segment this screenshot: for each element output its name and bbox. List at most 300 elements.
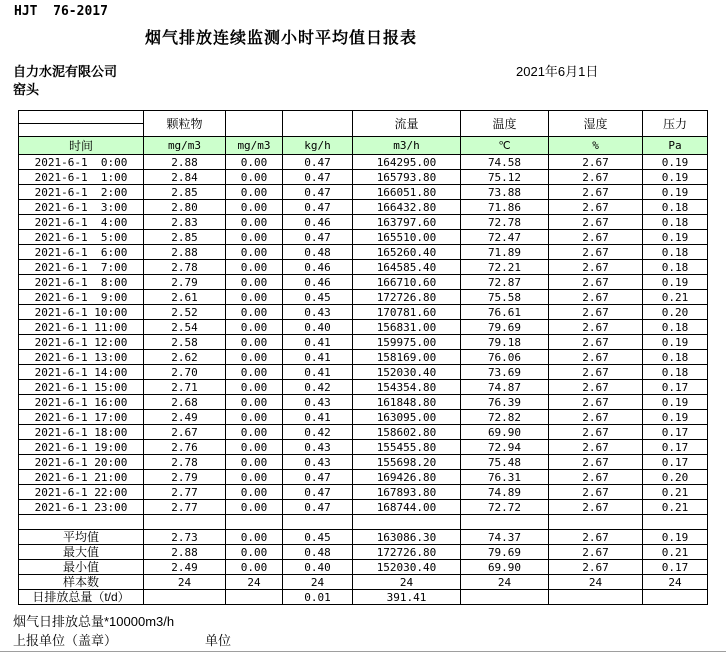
header-particulate: 颗粒物	[144, 111, 226, 137]
value-cell: 0.00	[226, 335, 283, 350]
summary-value-cell: 2.88	[144, 545, 226, 560]
value-cell: 0.20	[643, 305, 708, 320]
report-unit-label: 上报单位（盖章）	[13, 633, 118, 648]
value-cell: 0.47	[283, 470, 353, 485]
value-cell: 163095.00	[353, 410, 461, 425]
value-cell: 0.43	[283, 440, 353, 455]
value-cell: 158602.80	[353, 425, 461, 440]
value-cell: 0.43	[283, 455, 353, 470]
value-cell: 0.46	[283, 275, 353, 290]
summary-value-cell: 0.00	[226, 560, 283, 575]
empty-cell	[643, 515, 708, 530]
table-row	[19, 335, 708, 350]
value-cell: 73.88	[461, 185, 549, 200]
value-cell: 164585.40	[353, 260, 461, 275]
time-cell: 2021-6-1 4:00	[19, 215, 144, 230]
value-cell: 0.47	[283, 230, 353, 245]
summary-value-cell: 0.19	[643, 530, 708, 545]
station-name: 窑头	[13, 82, 40, 97]
value-cell: 0.46	[283, 260, 353, 275]
time-cell: 2021-6-1 1:00	[19, 170, 144, 185]
summary-label: 平均值	[19, 530, 144, 545]
value-cell: 2.70	[144, 365, 226, 380]
time-cell: 2021-6-1 10:00	[19, 305, 144, 320]
page-title: 烟气排放连续监测小时平均值日报表	[145, 30, 418, 47]
value-cell: 159975.00	[353, 335, 461, 350]
summary-row	[19, 560, 708, 575]
value-cell: 2.83	[144, 215, 226, 230]
header-flow: 流量	[353, 111, 461, 137]
value-cell: 0.00	[226, 275, 283, 290]
time-cell: 2021-6-1 12:00	[19, 335, 144, 350]
summary-value-cell: 0.00	[226, 545, 283, 560]
value-cell: 169426.80	[353, 470, 461, 485]
value-cell: 0.21	[643, 485, 708, 500]
summary-value-cell: 24	[144, 575, 226, 590]
value-cell: 0.41	[283, 365, 353, 380]
summary-value-cell: 24	[283, 575, 353, 590]
summary-value-cell: 24	[643, 575, 708, 590]
value-cell: 0.00	[226, 260, 283, 275]
value-cell: 2.85	[144, 230, 226, 245]
value-cell: 69.90	[461, 425, 549, 440]
value-cell: 164295.00	[353, 155, 461, 170]
value-cell: 76.39	[461, 395, 549, 410]
summary-value-cell: 152030.40	[353, 560, 461, 575]
summary-value-cell: 2.67	[549, 530, 643, 545]
value-cell: 0.00	[226, 470, 283, 485]
time-cell: 2021-6-1 23:00	[19, 500, 144, 515]
value-cell: 165510.00	[353, 230, 461, 245]
value-cell: 2.80	[144, 200, 226, 215]
summary-value-cell: 0.17	[643, 560, 708, 575]
value-cell: 0.00	[226, 245, 283, 260]
value-cell: 166432.80	[353, 200, 461, 215]
table-row	[19, 170, 708, 185]
time-cell: 2021-6-1 8:00	[19, 275, 144, 290]
value-cell: 0.00	[226, 485, 283, 500]
value-cell: 2.78	[144, 455, 226, 470]
value-cell: 2.67	[549, 245, 643, 260]
summary-value-cell: 163086.30	[353, 530, 461, 545]
value-cell: 0.19	[643, 335, 708, 350]
doc-code: HJT 76-2017	[14, 4, 108, 19]
value-cell: 0.20	[643, 470, 708, 485]
unit-mgm3-2: mg/m3	[226, 137, 283, 155]
value-cell: 0.00	[226, 200, 283, 215]
value-cell: 71.86	[461, 200, 549, 215]
unit-percent: %	[549, 137, 643, 155]
time-cell: 2021-6-1 13:00	[19, 350, 144, 365]
value-cell: 0.00	[226, 455, 283, 470]
summary-value-cell: 0.00	[226, 530, 283, 545]
value-cell: 165260.40	[353, 245, 461, 260]
value-cell: 166710.60	[353, 275, 461, 290]
summary-value-cell	[461, 590, 549, 605]
value-cell: 0.00	[226, 365, 283, 380]
table-row	[19, 395, 708, 410]
header-humidity: 湿度	[549, 111, 643, 137]
time-cell: 2021-6-1 7:00	[19, 260, 144, 275]
table-row	[19, 275, 708, 290]
table-row	[19, 155, 708, 170]
value-cell: 0.19	[643, 230, 708, 245]
value-cell: 168744.00	[353, 500, 461, 515]
value-cell: 72.47	[461, 230, 549, 245]
summary-value-cell	[144, 590, 226, 605]
table-row	[19, 380, 708, 395]
value-cell: 2.67	[144, 425, 226, 440]
value-cell: 0.47	[283, 155, 353, 170]
header-time-label: 时间	[19, 137, 144, 155]
value-cell: 75.12	[461, 170, 549, 185]
value-cell: 2.78	[144, 260, 226, 275]
summary-label: 样本数	[19, 575, 144, 590]
summary-value-cell: 0.40	[283, 560, 353, 575]
summary-value-cell: 24	[461, 575, 549, 590]
value-cell: 76.61	[461, 305, 549, 320]
table-row	[19, 410, 708, 425]
time-cell: 2021-6-1 19:00	[19, 440, 144, 455]
footer-note: 烟气日排放总量*10000m3/h	[13, 614, 175, 629]
header-time-blank-top	[19, 111, 144, 124]
value-cell: 2.84	[144, 170, 226, 185]
value-cell: 2.67	[549, 380, 643, 395]
summary-row	[19, 530, 708, 545]
unit-pa: Pa	[643, 137, 708, 155]
value-cell: 72.21	[461, 260, 549, 275]
value-cell: 0.19	[643, 170, 708, 185]
table-row	[19, 245, 708, 260]
value-cell: 0.00	[226, 155, 283, 170]
value-cell: 2.62	[144, 350, 226, 365]
report-table	[18, 110, 708, 605]
value-cell: 71.89	[461, 245, 549, 260]
time-cell: 2021-6-1 6:00	[19, 245, 144, 260]
value-cell: 0.46	[283, 215, 353, 230]
summary-label: 最大值	[19, 545, 144, 560]
value-cell: 2.67	[549, 320, 643, 335]
value-cell: 165793.80	[353, 170, 461, 185]
time-cell: 2021-6-1 22:00	[19, 485, 144, 500]
time-cell: 2021-6-1 3:00	[19, 200, 144, 215]
table-row	[19, 320, 708, 335]
value-cell: 2.79	[144, 470, 226, 485]
summary-row	[19, 575, 708, 590]
summary-value-cell: 2.67	[549, 560, 643, 575]
value-cell: 2.76	[144, 440, 226, 455]
summary-value-cell: 24	[226, 575, 283, 590]
value-cell: 0.41	[283, 350, 353, 365]
time-cell: 2021-6-1 14:00	[19, 365, 144, 380]
summary-value-cell: 391.41	[353, 590, 461, 605]
value-cell: 156831.00	[353, 320, 461, 335]
table-row	[19, 185, 708, 200]
value-cell: 2.67	[549, 500, 643, 515]
header-blank-1	[226, 111, 283, 137]
table-row	[19, 230, 708, 245]
summary-value-cell: 74.37	[461, 530, 549, 545]
empty-cell	[226, 515, 283, 530]
value-cell: 2.67	[549, 485, 643, 500]
value-cell: 0.00	[226, 170, 283, 185]
table-row	[19, 365, 708, 380]
table-row	[19, 455, 708, 470]
empty-cell	[144, 515, 226, 530]
data-rows	[19, 155, 708, 605]
value-cell: 0.47	[283, 185, 353, 200]
value-cell: 172726.80	[353, 290, 461, 305]
value-cell: 2.58	[144, 335, 226, 350]
value-cell: 0.42	[283, 380, 353, 395]
empty-cell	[461, 515, 549, 530]
summary-value-cell: 79.69	[461, 545, 549, 560]
value-cell: 0.17	[643, 440, 708, 455]
empty-cell	[549, 515, 643, 530]
time-cell: 2021-6-1 15:00	[19, 380, 144, 395]
value-cell: 167893.80	[353, 485, 461, 500]
value-cell: 2.52	[144, 305, 226, 320]
value-cell: 0.00	[226, 410, 283, 425]
value-cell: 2.77	[144, 500, 226, 515]
value-cell: 0.00	[226, 380, 283, 395]
header-blank-2	[283, 111, 353, 137]
value-cell: 2.77	[144, 485, 226, 500]
time-cell: 2021-6-1 16:00	[19, 395, 144, 410]
summary-value-cell: 172726.80	[353, 545, 461, 560]
value-cell: 2.88	[144, 245, 226, 260]
value-cell: 0.17	[643, 380, 708, 395]
value-cell: 2.88	[144, 155, 226, 170]
value-cell: 0.00	[226, 395, 283, 410]
value-cell: 155455.80	[353, 440, 461, 455]
time-cell: 2021-6-1 5:00	[19, 230, 144, 245]
value-cell: 0.47	[283, 485, 353, 500]
value-cell: 0.19	[643, 155, 708, 170]
summary-value-cell: 2.49	[144, 560, 226, 575]
table-row	[19, 500, 708, 515]
value-cell: 2.71	[144, 380, 226, 395]
value-cell: 73.69	[461, 365, 549, 380]
value-cell: 0.21	[643, 290, 708, 305]
time-cell: 2021-6-1 9:00	[19, 290, 144, 305]
summary-value-cell	[643, 590, 708, 605]
summary-value-cell	[549, 590, 643, 605]
table-row	[19, 215, 708, 230]
value-cell: 0.41	[283, 335, 353, 350]
unit-kgh: kg/h	[283, 137, 353, 155]
value-cell: 2.49	[144, 410, 226, 425]
unit-label: 单位	[205, 633, 232, 648]
value-cell: 79.69	[461, 320, 549, 335]
bottom-rule	[0, 651, 726, 652]
value-cell: 152030.40	[353, 365, 461, 380]
value-cell: 0.19	[643, 410, 708, 425]
value-cell: 2.61	[144, 290, 226, 305]
company-name: 自力水泥有限公司	[13, 64, 118, 79]
value-cell: 2.67	[549, 305, 643, 320]
summary-row	[19, 545, 708, 560]
value-cell: 2.67	[549, 155, 643, 170]
empty-cell	[283, 515, 353, 530]
value-cell: 0.00	[226, 440, 283, 455]
value-cell: 0.42	[283, 425, 353, 440]
value-cell: 0.18	[643, 350, 708, 365]
summary-value-cell: 0.01	[283, 590, 353, 605]
value-cell: 0.17	[643, 425, 708, 440]
value-cell: 2.67	[549, 350, 643, 365]
value-cell: 74.89	[461, 485, 549, 500]
value-cell: 0.19	[643, 395, 708, 410]
table-row	[19, 290, 708, 305]
value-cell: 72.94	[461, 440, 549, 455]
value-cell: 0.18	[643, 200, 708, 215]
value-cell: 2.67	[549, 215, 643, 230]
empty-cell	[353, 515, 461, 530]
summary-value-cell: 69.90	[461, 560, 549, 575]
value-cell: 0.48	[283, 245, 353, 260]
summary-value-cell: 2.67	[549, 545, 643, 560]
value-cell: 2.67	[549, 455, 643, 470]
header-row-top	[19, 111, 708, 124]
table-row	[19, 350, 708, 365]
value-cell: 0.47	[283, 170, 353, 185]
value-cell: 2.67	[549, 470, 643, 485]
value-cell: 2.54	[144, 320, 226, 335]
value-cell: 2.67	[549, 230, 643, 245]
value-cell: 0.00	[226, 185, 283, 200]
table-row	[19, 200, 708, 215]
value-cell: 75.58	[461, 290, 549, 305]
header-pressure: 压力	[643, 111, 708, 137]
value-cell: 0.18	[643, 320, 708, 335]
value-cell: 0.18	[643, 245, 708, 260]
value-cell: 2.67	[549, 440, 643, 455]
value-cell: 0.19	[643, 185, 708, 200]
unit-row	[19, 137, 708, 155]
value-cell: 2.67	[549, 290, 643, 305]
spacer-row	[19, 515, 708, 530]
table-row	[19, 470, 708, 485]
value-cell: 0.18	[643, 215, 708, 230]
value-cell: 75.48	[461, 455, 549, 470]
value-cell: 0.47	[283, 200, 353, 215]
value-cell: 161848.80	[353, 395, 461, 410]
summary-label: 最小值	[19, 560, 144, 575]
value-cell: 76.31	[461, 470, 549, 485]
value-cell: 2.67	[549, 335, 643, 350]
summary-value-cell: 0.45	[283, 530, 353, 545]
value-cell: 72.78	[461, 215, 549, 230]
summary-value-cell	[226, 590, 283, 605]
value-cell: 166051.80	[353, 185, 461, 200]
time-cell: 2021-6-1 0:00	[19, 155, 144, 170]
value-cell: 2.68	[144, 395, 226, 410]
value-cell: 0.41	[283, 410, 353, 425]
value-cell: 0.00	[226, 215, 283, 230]
value-cell: 0.00	[226, 350, 283, 365]
value-cell: 0.18	[643, 260, 708, 275]
time-cell: 2021-6-1 11:00	[19, 320, 144, 335]
unit-celsius: ℃	[461, 137, 549, 155]
time-cell: 2021-6-1 17:00	[19, 410, 144, 425]
table-row	[19, 440, 708, 455]
value-cell: 0.00	[226, 290, 283, 305]
value-cell: 76.06	[461, 350, 549, 365]
value-cell: 0.43	[283, 305, 353, 320]
report-date: 2021年6月1日	[516, 64, 599, 79]
table-row	[19, 425, 708, 440]
value-cell: 2.67	[549, 260, 643, 275]
summary-label: 日排放总量（t/d）	[19, 590, 144, 605]
summary-value-cell: 24	[549, 575, 643, 590]
summary-value-cell: 0.48	[283, 545, 353, 560]
value-cell: 74.58	[461, 155, 549, 170]
value-cell: 72.72	[461, 500, 549, 515]
value-cell: 0.21	[643, 500, 708, 515]
value-cell: 2.67	[549, 170, 643, 185]
value-cell: 0.00	[226, 230, 283, 245]
summary-row	[19, 590, 708, 605]
unit-m3h: m3/h	[353, 137, 461, 155]
value-cell: 0.47	[283, 500, 353, 515]
table-row	[19, 260, 708, 275]
time-cell: 2021-6-1 20:00	[19, 455, 144, 470]
value-cell: 0.00	[226, 320, 283, 335]
header-time-blank-bottom	[19, 124, 144, 137]
summary-value-cell: 0.21	[643, 545, 708, 560]
empty-cell	[19, 515, 144, 530]
value-cell: 2.85	[144, 185, 226, 200]
value-cell: 154354.80	[353, 380, 461, 395]
value-cell: 0.43	[283, 395, 353, 410]
value-cell: 2.67	[549, 185, 643, 200]
table-row	[19, 485, 708, 500]
value-cell: 2.67	[549, 200, 643, 215]
value-cell: 0.40	[283, 320, 353, 335]
time-cell: 2021-6-1 21:00	[19, 470, 144, 485]
unit-mgm3-1: mg/m3	[144, 137, 226, 155]
value-cell: 2.67	[549, 395, 643, 410]
header-temperature: 温度	[461, 111, 549, 137]
value-cell: 0.00	[226, 500, 283, 515]
summary-value-cell: 24	[353, 575, 461, 590]
value-cell: 0.00	[226, 305, 283, 320]
value-cell: 2.67	[549, 410, 643, 425]
time-cell: 2021-6-1 18:00	[19, 425, 144, 440]
value-cell: 2.79	[144, 275, 226, 290]
value-cell: 72.82	[461, 410, 549, 425]
value-cell: 74.87	[461, 380, 549, 395]
value-cell: 2.67	[549, 275, 643, 290]
value-cell: 0.17	[643, 455, 708, 470]
time-cell: 2021-6-1 2:00	[19, 185, 144, 200]
value-cell: 0.45	[283, 290, 353, 305]
value-cell: 0.00	[226, 425, 283, 440]
value-cell: 155698.20	[353, 455, 461, 470]
value-cell: 2.67	[549, 365, 643, 380]
value-cell: 2.67	[549, 425, 643, 440]
value-cell: 72.87	[461, 275, 549, 290]
value-cell: 0.18	[643, 365, 708, 380]
summary-value-cell: 2.73	[144, 530, 226, 545]
value-cell: 79.18	[461, 335, 549, 350]
value-cell: 163797.60	[353, 215, 461, 230]
value-cell: 170781.60	[353, 305, 461, 320]
value-cell: 158169.00	[353, 350, 461, 365]
table-row	[19, 305, 708, 320]
value-cell: 0.19	[643, 275, 708, 290]
